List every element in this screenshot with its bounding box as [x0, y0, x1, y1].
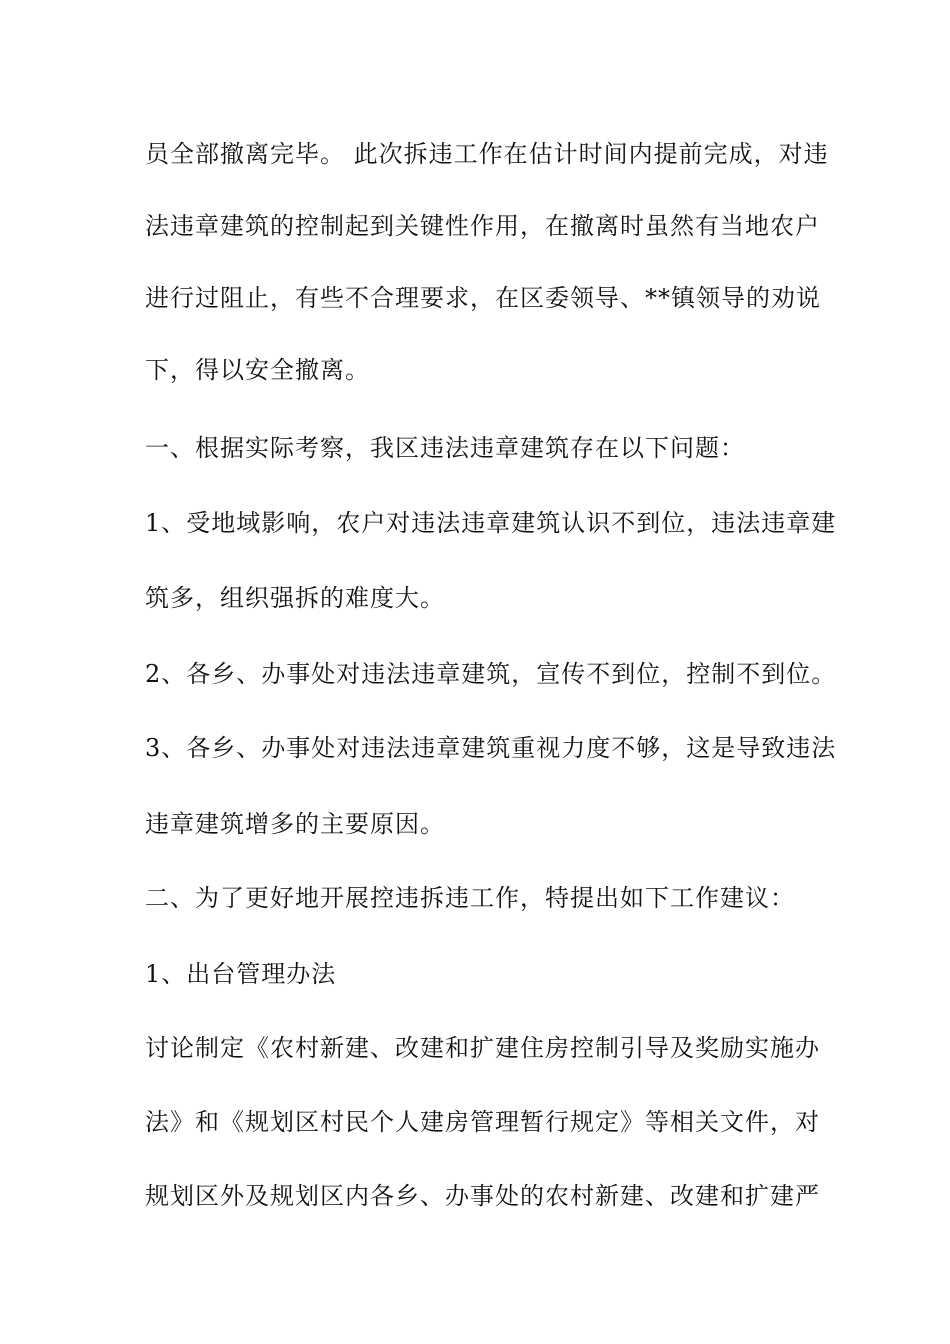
paragraph-line: 法》和《规划区村民个人建房管理暂行规定》等相关文件，对: [145, 1108, 820, 1136]
paragraph-line: 规划区外及规划区内各乡、办事处的农村新建、改建和扩建严: [145, 1182, 820, 1210]
list-item-line: 2、各乡、办事处对违法违章建筑，宣传不到位，控制不到位。: [145, 660, 837, 688]
list-item-line: 筑多，组织强拆的难度大。: [145, 584, 445, 612]
paragraph-line: 下，得以安全撤离。: [145, 356, 370, 384]
paragraph-line: 员全部撤离完毕。 此次拆违工作在估计时间内提前完成，对违: [145, 140, 829, 168]
paragraph-line: 讨论制定《农村新建、改建和扩建住房控制引导及奖励实施办: [145, 1034, 820, 1062]
paragraph-line: 法违章建筑的控制起到关键性作用，在撤离时虽然有当地农户: [145, 212, 820, 240]
subsection-heading: 1、出台管理办法: [145, 960, 337, 988]
paragraph-line: 进行过阻止，有些不合理要求，在区委领导、**镇领导的劝说: [145, 284, 821, 312]
section-heading: 一、根据实际考察，我区违法违章建筑存在以下问题：: [145, 434, 745, 462]
list-item-line: 1、受地域影响，农户对违法违章建筑认识不到位，违法违章建: [145, 509, 837, 537]
list-item-line: 3、各乡、办事处对违法违章建筑重视力度不够，这是导致违法: [145, 734, 837, 762]
list-item-line: 违章建筑增多的主要原因。: [145, 810, 445, 838]
section-heading: 二、为了更好地开展控违拆违工作，特提出如下工作建议：: [145, 884, 795, 912]
